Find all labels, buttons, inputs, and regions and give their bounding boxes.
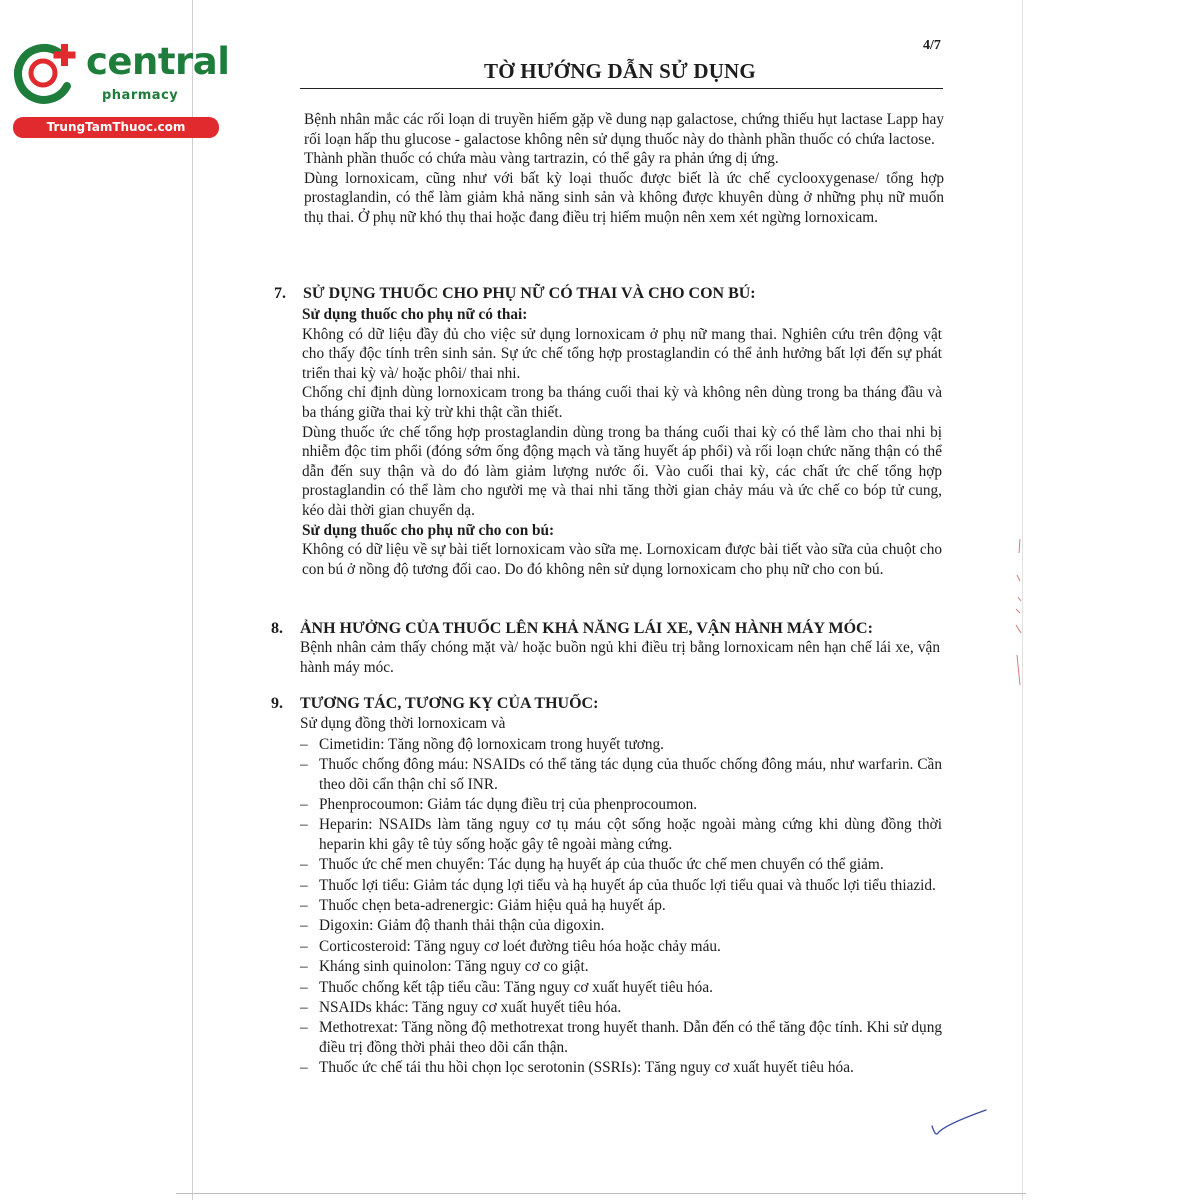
interaction-list: [300, 735, 942, 1078]
list-item-text: Thuốc ức chế men chuyển: Tác dụng hạ huyết áp của thuốc ức chế men chuyển có thể giảm.: [319, 856, 884, 874]
section-8-body: [300, 638, 940, 677]
list-item-text: Thuốc ức chế tái thu hồi chọn lọc serotonin (SSRIs): Tăng nguy cơ xuất huyết tiêu hóa.: [319, 1058, 854, 1076]
list-item-text: Thuốc chống kết tập tiểu cầu: Tăng nguy cơ xuất huyết tiêu hóa.: [319, 978, 713, 996]
paragraph-fertility: Dùng lornoxicam, cũng như với bất kỳ loại thuốc được biết là ức chế cyclooxygenase/ tổng hợp prostaglandin, có thể làm giảm khả năng sinh sản và không được khuyên dùng ở những phụ nữ muốn thụ thai. Ở phụ nữ khó thụ thai hoặc đang điều trị hiếm muộn nên xem xét ngừng lornoxicam.: [304, 169, 944, 226]
dash-bullet: –: [300, 736, 308, 753]
dash-bullet: –: [300, 917, 308, 935]
list-item-text: Cimetidin: Tăng nồng độ lornoxicam trong huyết tương.: [319, 736, 664, 753]
section-7-heading: [274, 284, 756, 304]
pharmacy-cross-logo-icon: [10, 38, 80, 108]
pregnancy-paragraph-3: Dùng thuốc ức chế tổng hợp prostaglandin dùng trong ba tháng cuối thai kỳ có thể làm cho thai nhi bị nhiễm độc tim phổi (đóng sớm ống động mạch và tăng huyết áp phổi) và rối loạn chức năng thận có thể dẫn đến suy thận và do đó làm giảm lượng nước ối. Vào cuối thai kỳ, các chất ức chế tổng hợp prostaglandin có thể làm cho người mẹ và thai nhi tăng thời gian chảy máu và ức chế co bóp tử cung, kéo dài thời gian chuyển dạ.: [302, 423, 942, 519]
breastfeeding-paragraph: Không có dữ liệu về sự bài tiết lornoxicam vào sữa mẹ. Lornoxicam được bài tiết vào sữa của chuột cho con bú ở nồng độ tương đối cao. Do đó không nên sử dụng lornoxicam cho phụ nữ cho con bú.: [302, 541, 942, 578]
intro-paragraphs: [304, 110, 944, 228]
page-number: 4/7: [923, 38, 941, 53]
list-item-text: Methotrexat: Tăng nồng độ methotrexat trong huyết thanh. Dẫn đến có thể tăng độc tính. Khi sử dụng điều trị đồng thời phải theo dõi cẩn thận.: [319, 1019, 942, 1056]
list-item-text: Thuốc chống đông máu: NSAIDs có thể tăng tác dụng của thuốc chống đông máu, như warfarin. Cần theo dõi cẩn thận chỉ số INR.: [319, 756, 942, 793]
list-item-text: NSAIDs khác: Tăng nguy cơ xuất huyết tiêu hóa.: [319, 998, 622, 1016]
dash-bullet: –: [300, 796, 308, 814]
pregnancy-paragraph-2: Chống chỉ định dùng lornoxicam trong ba tháng cuối thai kỳ và không nên dùng trong ba tháng đầu và ba tháng giữa thai kỳ trừ khi thật cần thiết.: [302, 384, 942, 421]
dash-bullet: –: [300, 876, 308, 894]
dash-bullet: –: [300, 1058, 308, 1076]
dash-bullet: –: [300, 896, 308, 914]
list-item: [300, 755, 942, 794]
list-item: [300, 735, 942, 754]
list-item-text: Thuốc lợi tiểu: Giảm tác dụng lợi tiểu và hạ huyết áp của thuốc lợi tiểu quai và thuốc lợi tiểu thiazid.: [319, 876, 936, 894]
sheet-edge-bottom: [176, 1193, 1026, 1194]
list-item: [300, 937, 942, 956]
pregnancy-subheading: Sử dụng thuốc cho phụ nữ có thai:: [302, 306, 528, 323]
list-item: [300, 1058, 942, 1077]
section-8-title: ẢNH HƯỞNG CỦA THUỐC LÊN KHẢ NĂNG LÁI XE, VẬN HÀNH MÁY MÓC:: [300, 620, 873, 637]
driving-paragraph: Bệnh nhân cảm thấy chóng mặt và/ hoặc buồn ngủ khi điều trị bằng lornoxicam nên hạn chế lái xe, vận hành máy móc.: [300, 639, 940, 676]
title-underline: [300, 88, 943, 89]
logo-site-link[interactable]: TrungTamThuoc.com: [13, 117, 219, 138]
dash-bullet: –: [300, 998, 308, 1016]
sheet-edge-left: [192, 0, 193, 1200]
dash-bullet: –: [300, 978, 308, 996]
list-item: [300, 916, 942, 935]
list-item: [300, 815, 942, 854]
list-item-text: Heparin: NSAIDs làm tăng nguy cơ tụ máu cột sống hoặc ngoài màng cứng khi dùng đồng thời heparin khi gây tê tủy sống hoặc gây tê ngoài màng cứng.: [319, 816, 942, 853]
paragraph-galactose: Bệnh nhân mắc các rối loạn di truyền hiếm gặp về dung nạp galactose, chứng thiếu hụt lactase Lapp hay rối loạn hấp thu glucose - galactose không nên sử dụng thuốc này do thành phần thuốc có chứa lactose.: [304, 111, 944, 148]
list-item: [300, 998, 942, 1017]
logo-subtitle: pharmacy: [102, 88, 179, 103]
dash-bullet: –: [300, 1019, 308, 1037]
central-pharmacy-logo[interactable]: [10, 36, 230, 136]
section-7-body: [302, 305, 942, 579]
list-item-text: Thuốc chẹn beta-adrenergic: Giảm hiệu quả hạ huyết áp.: [319, 896, 666, 914]
list-item: [300, 855, 942, 874]
pregnancy-paragraph-1: Không có dữ liệu đầy đủ cho việc sử dụng lornoxicam ở phụ nữ mang thai. Nghiên cứu trên động vật cho thấy độc tính trên sinh sản. Sự ức chế tổng hợp prostaglandin có thể ảnh hưởng bất lợi đến sự phát triển thai kỳ và/ hoặc phôi/ thai nhi.: [302, 325, 942, 382]
list-item-text: Phenprocoumon: Giảm tác dụng điều trị của phenprocoumon.: [319, 796, 698, 814]
list-item: [300, 876, 942, 895]
dash-bullet: –: [300, 958, 308, 976]
section-9-intro: [300, 714, 940, 734]
dash-bullet: –: [300, 816, 308, 834]
section-9-heading: [271, 694, 598, 714]
interactions-intro: Sử dụng đồng thời lornoxicam và: [300, 715, 506, 732]
list-item: [300, 957, 942, 976]
section-9-number: 9.: [271, 695, 283, 712]
dash-bullet: –: [300, 756, 308, 774]
section-9-title: TƯƠNG TÁC, TƯƠNG KỴ CỦA THUỐC:: [300, 695, 599, 712]
section-8-number: 8.: [271, 620, 283, 637]
list-item: [300, 795, 942, 814]
document-title: TỜ HƯỚNG DẪN SỬ DỤNG: [484, 59, 756, 83]
handwritten-initial-mark: [928, 1106, 990, 1140]
list-item: [300, 978, 942, 997]
margin-stamp-marks: [1008, 535, 1030, 695]
list-item-text: Digoxin: Giảm độ thanh thải thận của digoxin.: [319, 917, 605, 935]
dash-bullet: –: [300, 856, 308, 874]
section-8-heading: [271, 619, 873, 639]
list-item-text: Corticosteroid: Tăng nguy cơ loét đường tiêu hóa hoặc chảy máu.: [319, 937, 721, 955]
logo-name: central: [86, 40, 230, 83]
section-7-number: 7.: [274, 285, 286, 302]
list-item: [300, 1018, 942, 1057]
section-7-title: SỬ DỤNG THUỐC CHO PHỤ NỮ CÓ THAI VÀ CHO CON BÚ:: [303, 285, 756, 302]
paragraph-tartrazin: Thành phần thuốc có chứa màu vàng tartrazin, có thể gây ra phản ứng dị ứng.: [304, 150, 779, 168]
list-item-text: Kháng sinh quinolon: Tăng nguy cơ co giật.: [319, 958, 589, 976]
breastfeeding-subheading: Sử dụng thuốc cho phụ nữ cho con bú:: [302, 521, 555, 539]
list-item: [300, 896, 942, 915]
dash-bullet: –: [300, 937, 308, 955]
